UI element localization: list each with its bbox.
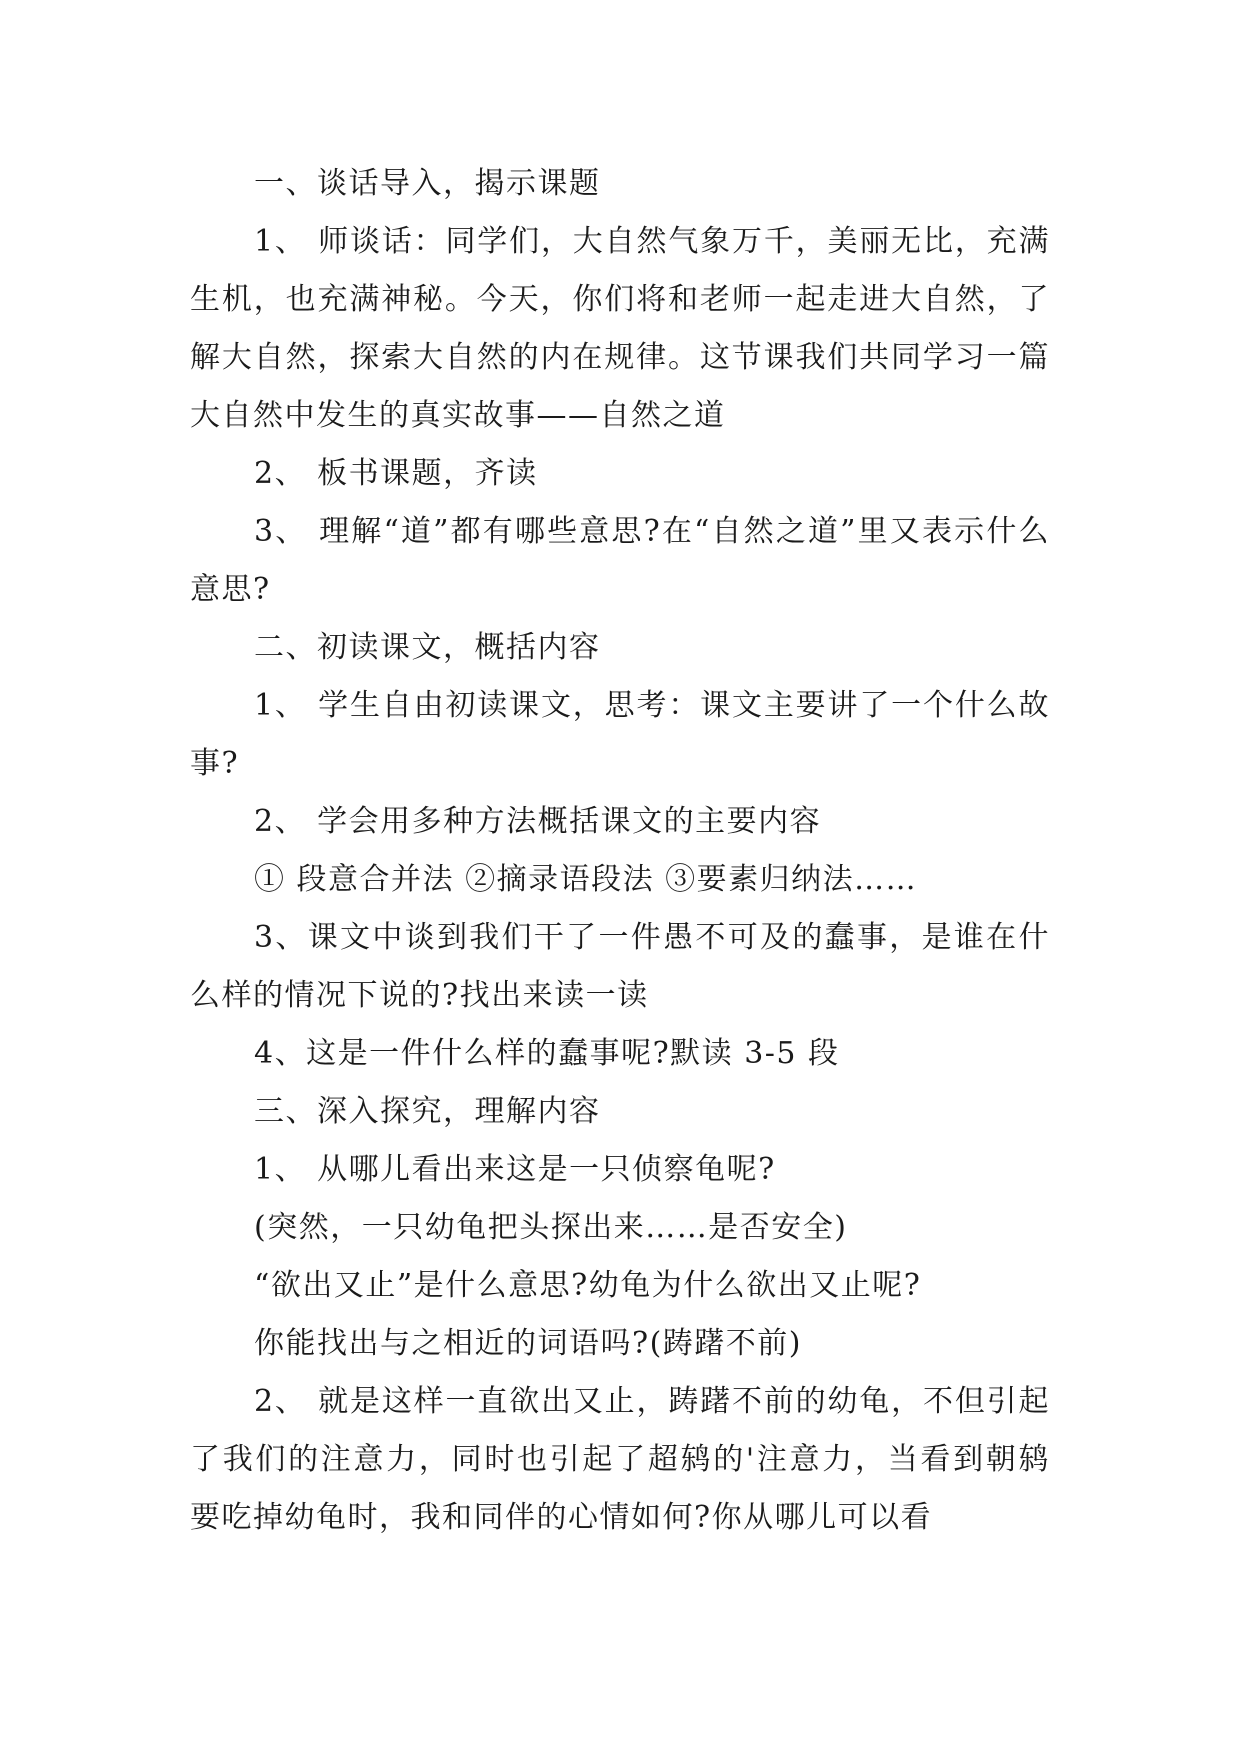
paragraph: 2、 学会用多种方法概括课文的主要内容 xyxy=(254,804,822,839)
section-heading: 二、初读课文，概括内容 xyxy=(254,630,601,665)
paragraph: 你能找出与之相近的词语吗?(踌躇不前) xyxy=(254,1326,802,1361)
paragraph: 3、 理解“道”都有哪些意思?在“自然之道”里又表示什么意思? xyxy=(190,514,1050,607)
paragraph: (突然，一只幼龟把头探出来……是否安全) xyxy=(254,1210,848,1245)
paragraph: 4、这是一件什么样的蠢事呢?默读 3-5 段 xyxy=(254,1036,840,1071)
section-heading: 一、谈话导入，揭示课题 xyxy=(254,166,601,201)
section-heading: 三、深入探究，理解内容 xyxy=(254,1094,601,1129)
paragraph: 2、 板书课题，齐读 xyxy=(254,456,538,491)
paragraph: 2、 就是这样一直欲出又止，踌躇不前的幼龟，不但引起了我们的注意力，同时也引起了超鸫的'注意力，当看到朝鸫要吃掉幼龟时，我和同伴的心情如何?你从哪儿可以看 xyxy=(190,1384,1050,1535)
paragraph: 1、 师谈话：同学们，大自然气象万千，美丽无比，充满生机，也充满神秘。今天，你们将和老师一起走进大自然，了解大自然，探索大自然的内在规律。这节课我们共同学习一篇大自然中发生的真实故事——自然之道 xyxy=(190,224,1050,433)
document-body xyxy=(190,155,1050,1547)
paragraph: 3、课文中谈到我们干了一件愚不可及的蠢事，是谁在什么样的情况下说的?找出来读一读 xyxy=(190,920,1050,1013)
paragraph: 1、 学生自由初读课文，思考：课文主要讲了一个什么故事? xyxy=(190,688,1050,781)
paragraph: “欲出又止”是什么意思?幼龟为什么欲出又止呢? xyxy=(254,1268,922,1303)
paragraph: ① 段意合并法 ②摘录语段法 ③要素归纳法…… xyxy=(254,862,918,897)
paragraph: 1、 从哪儿看出来这是一只侦察龟呢? xyxy=(254,1152,776,1187)
